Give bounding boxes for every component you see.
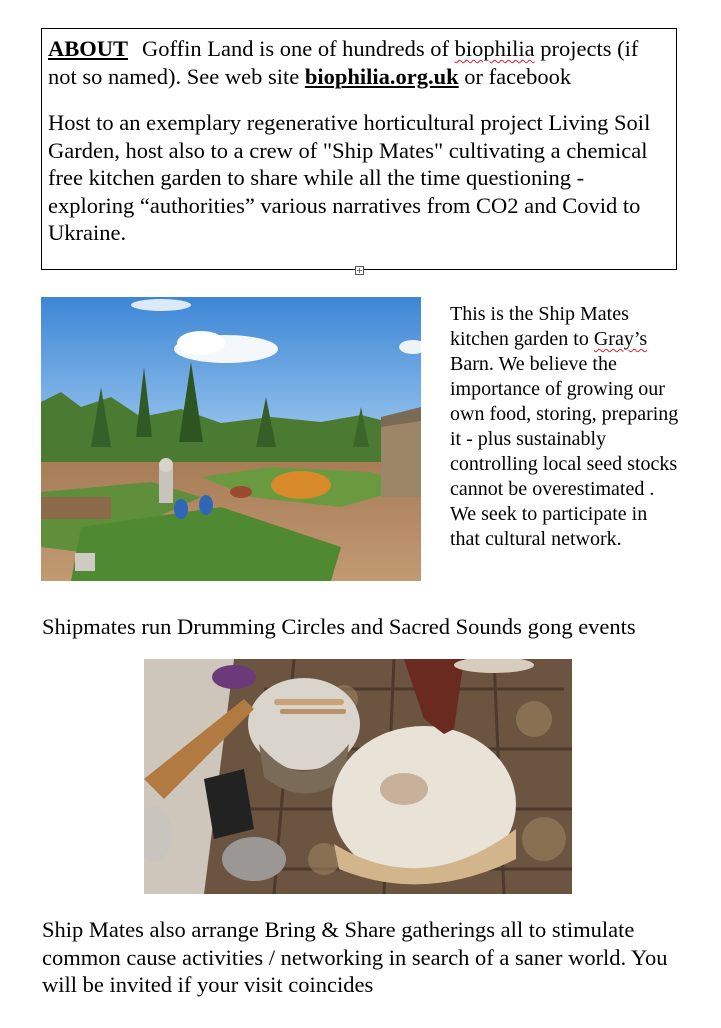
drums-photo [144, 659, 572, 894]
drumming-caption: Shipmates run Drumming Circles and Sacred Sounds gong events [42, 614, 636, 639]
about-text-c: or facebook [458, 63, 572, 89]
biophilia-link[interactable]: biophilia.org.uk [304, 63, 459, 89]
garden-description [450, 302, 680, 552]
about-text-b: projects (if not so named). See web site [48, 36, 639, 89]
garden-text-a: This is the Ship Mates kitchen garden to [450, 303, 629, 350]
text-box-resize-handle[interactable]: + [356, 266, 363, 275]
garden-photo-graphic [41, 297, 421, 581]
about-paragraph-2: Host to an exemplary regenerative horticultural project Living Soil Garden, host also to a crew of "Ship Mates" cultivating a chemical free kitchen garden to share while all the time questioning - exploring “authorities” various narratives from CO2 and Covid to Ukraine. [48, 110, 651, 245]
garden-photo [41, 297, 421, 581]
garden-spell-word: Gray’s [593, 328, 648, 350]
drums-photo-graphic [144, 659, 572, 894]
about-heading: ABOUT [48, 36, 129, 61]
about-text-box [41, 28, 677, 270]
about-text-a: Goffin Land is one of hundreds of [142, 36, 455, 61]
about-spell-word: biophilia [454, 36, 535, 61]
about-paragraph-1 [48, 35, 668, 90]
garden-text-b: Barn. We believe the importance of growing our own food, storing, preparing it - plus sustainably controlling local seed stocks cannot be overestimated . We seek to participate in that cultural network. [450, 353, 679, 550]
closing-paragraph: Ship Mates also arrange Bring & Share gatherings all to stimulate common cause activities / networking in search of a saner world. You will be invited if your visit coincides [42, 917, 668, 997]
